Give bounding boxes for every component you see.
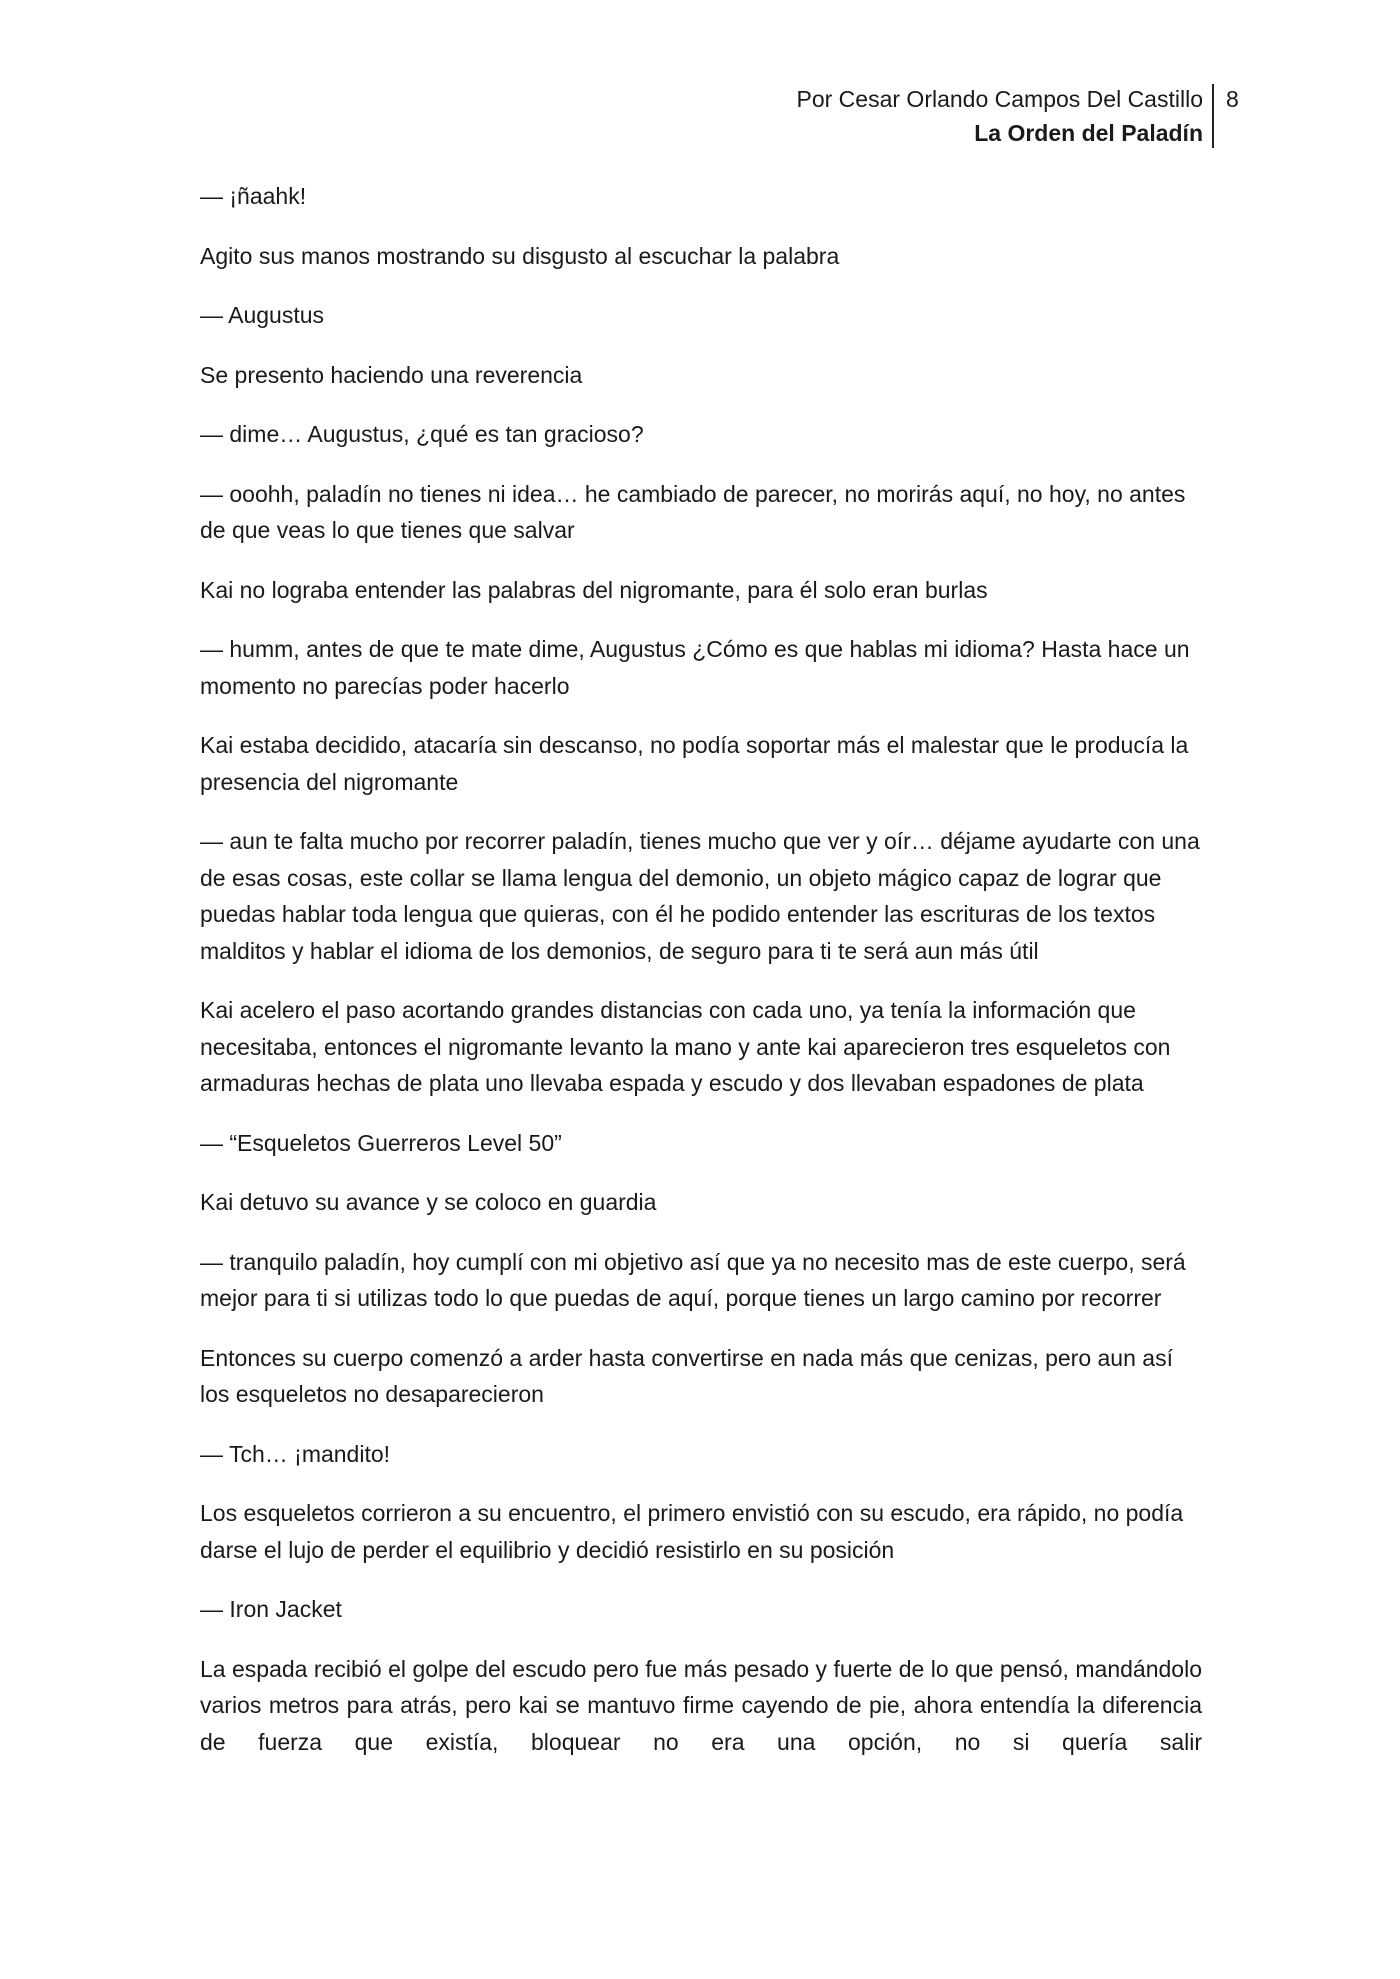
paragraph: — humm, antes de que te mate dime, Augustus ¿Cómo es que hablas mi idioma? Hasta hace un momento no parecías poder hacerlo bbox=[200, 636, 1190, 699]
header-author: Por Cesar Orlando Campos Del Castillo bbox=[796, 86, 1203, 112]
paragraph: — ooohh, paladín no tienes ni idea… he cambiado de parecer, no morirás aquí, no hoy, no antes de que veas lo que tienes que salvar bbox=[200, 480, 1186, 543]
paragraph: — Augustus bbox=[200, 302, 325, 328]
paragraph: — Iron Jacket bbox=[200, 1596, 342, 1622]
paragraph: — aun te falta mucho por recorrer paladín, tienes mucho que ver y oír… déjame ayudarte con una de esas cosas, este collar se llama lengua del demonio, un objeto mágico capaz de lograr que puedas hablar toda lengua que quieras, con él he podido entender las escrituras de los textos malditos y hablar el idioma de los demonios, de seguro para ti te será aun más útil bbox=[200, 828, 1200, 964]
body-text bbox=[200, 178, 1202, 1783]
paragraph: Kai estaba decidido, atacaría sin descanso, no podía soportar más el malestar que le producía la presencia del nigromante bbox=[200, 732, 1189, 795]
paragraph: — Tch… ¡mandito! bbox=[200, 1440, 391, 1467]
header-divider bbox=[1212, 84, 1214, 148]
paragraph: Kai no lograba entender las palabras del nigromante, para él solo eran burlas bbox=[200, 576, 988, 603]
paragraph: La espada recibió el golpe del escudo pero fue más pesado y fuerte de lo que pensó, mandándolo varios metros para atrás, pero kai se mantuvo firme cayendo de pie, ahora entendía la diferencia de fuerza que existía, bloquear no era una opción, no si quería salir bbox=[200, 1655, 1202, 1755]
paragraph: Entonces su cuerpo comenzó a arder hasta convertirse en nada más que cenizas, pero aun así los esqueletos no desaparecieron bbox=[200, 1344, 1173, 1407]
paragraph: — dime… Augustus, ¿qué es tan gracioso? bbox=[200, 421, 644, 447]
paragraph: Kai detuvo su avance y se coloco en guardia bbox=[200, 1189, 657, 1215]
paragraph: — ¡ñaahk! bbox=[200, 183, 307, 209]
running-header bbox=[700, 82, 1203, 150]
paragraph: Los esqueletos corrieron a su encuentro, el primero envistió con su escudo, era rápido, no podía darse el lujo de perder el equilibrio y decidió resistirlo en su posición bbox=[200, 1500, 1184, 1563]
paragraph: Agito sus manos mostrando su disgusto al escuchar la palabra bbox=[200, 242, 840, 269]
paragraph: Kai acelero el paso acortando grandes distancias con cada uno, ya tenía la información que necesitaba, entonces el nigromante levanto la mano y ante kai aparecieron tres esqueletos con armaduras hechas de plata uno llevaba espada y escudo y dos llevaban espadones de plata bbox=[200, 997, 1171, 1096]
paragraph: — tranquilo paladín, hoy cumplí con mi objetivo así que ya no necesito mas de este cuerpo, será mejor para ti si utilizas todo lo que puedas de aquí, porque tienes un largo camino por recorrer bbox=[200, 1248, 1186, 1311]
header-book-title: La Orden del Paladín bbox=[974, 120, 1203, 146]
paragraph: — “Esqueletos Guerreros Level 50” bbox=[200, 1129, 562, 1156]
page-number: 8 bbox=[1226, 86, 1239, 112]
paragraph: Se presento haciendo una reverencia bbox=[200, 361, 583, 388]
